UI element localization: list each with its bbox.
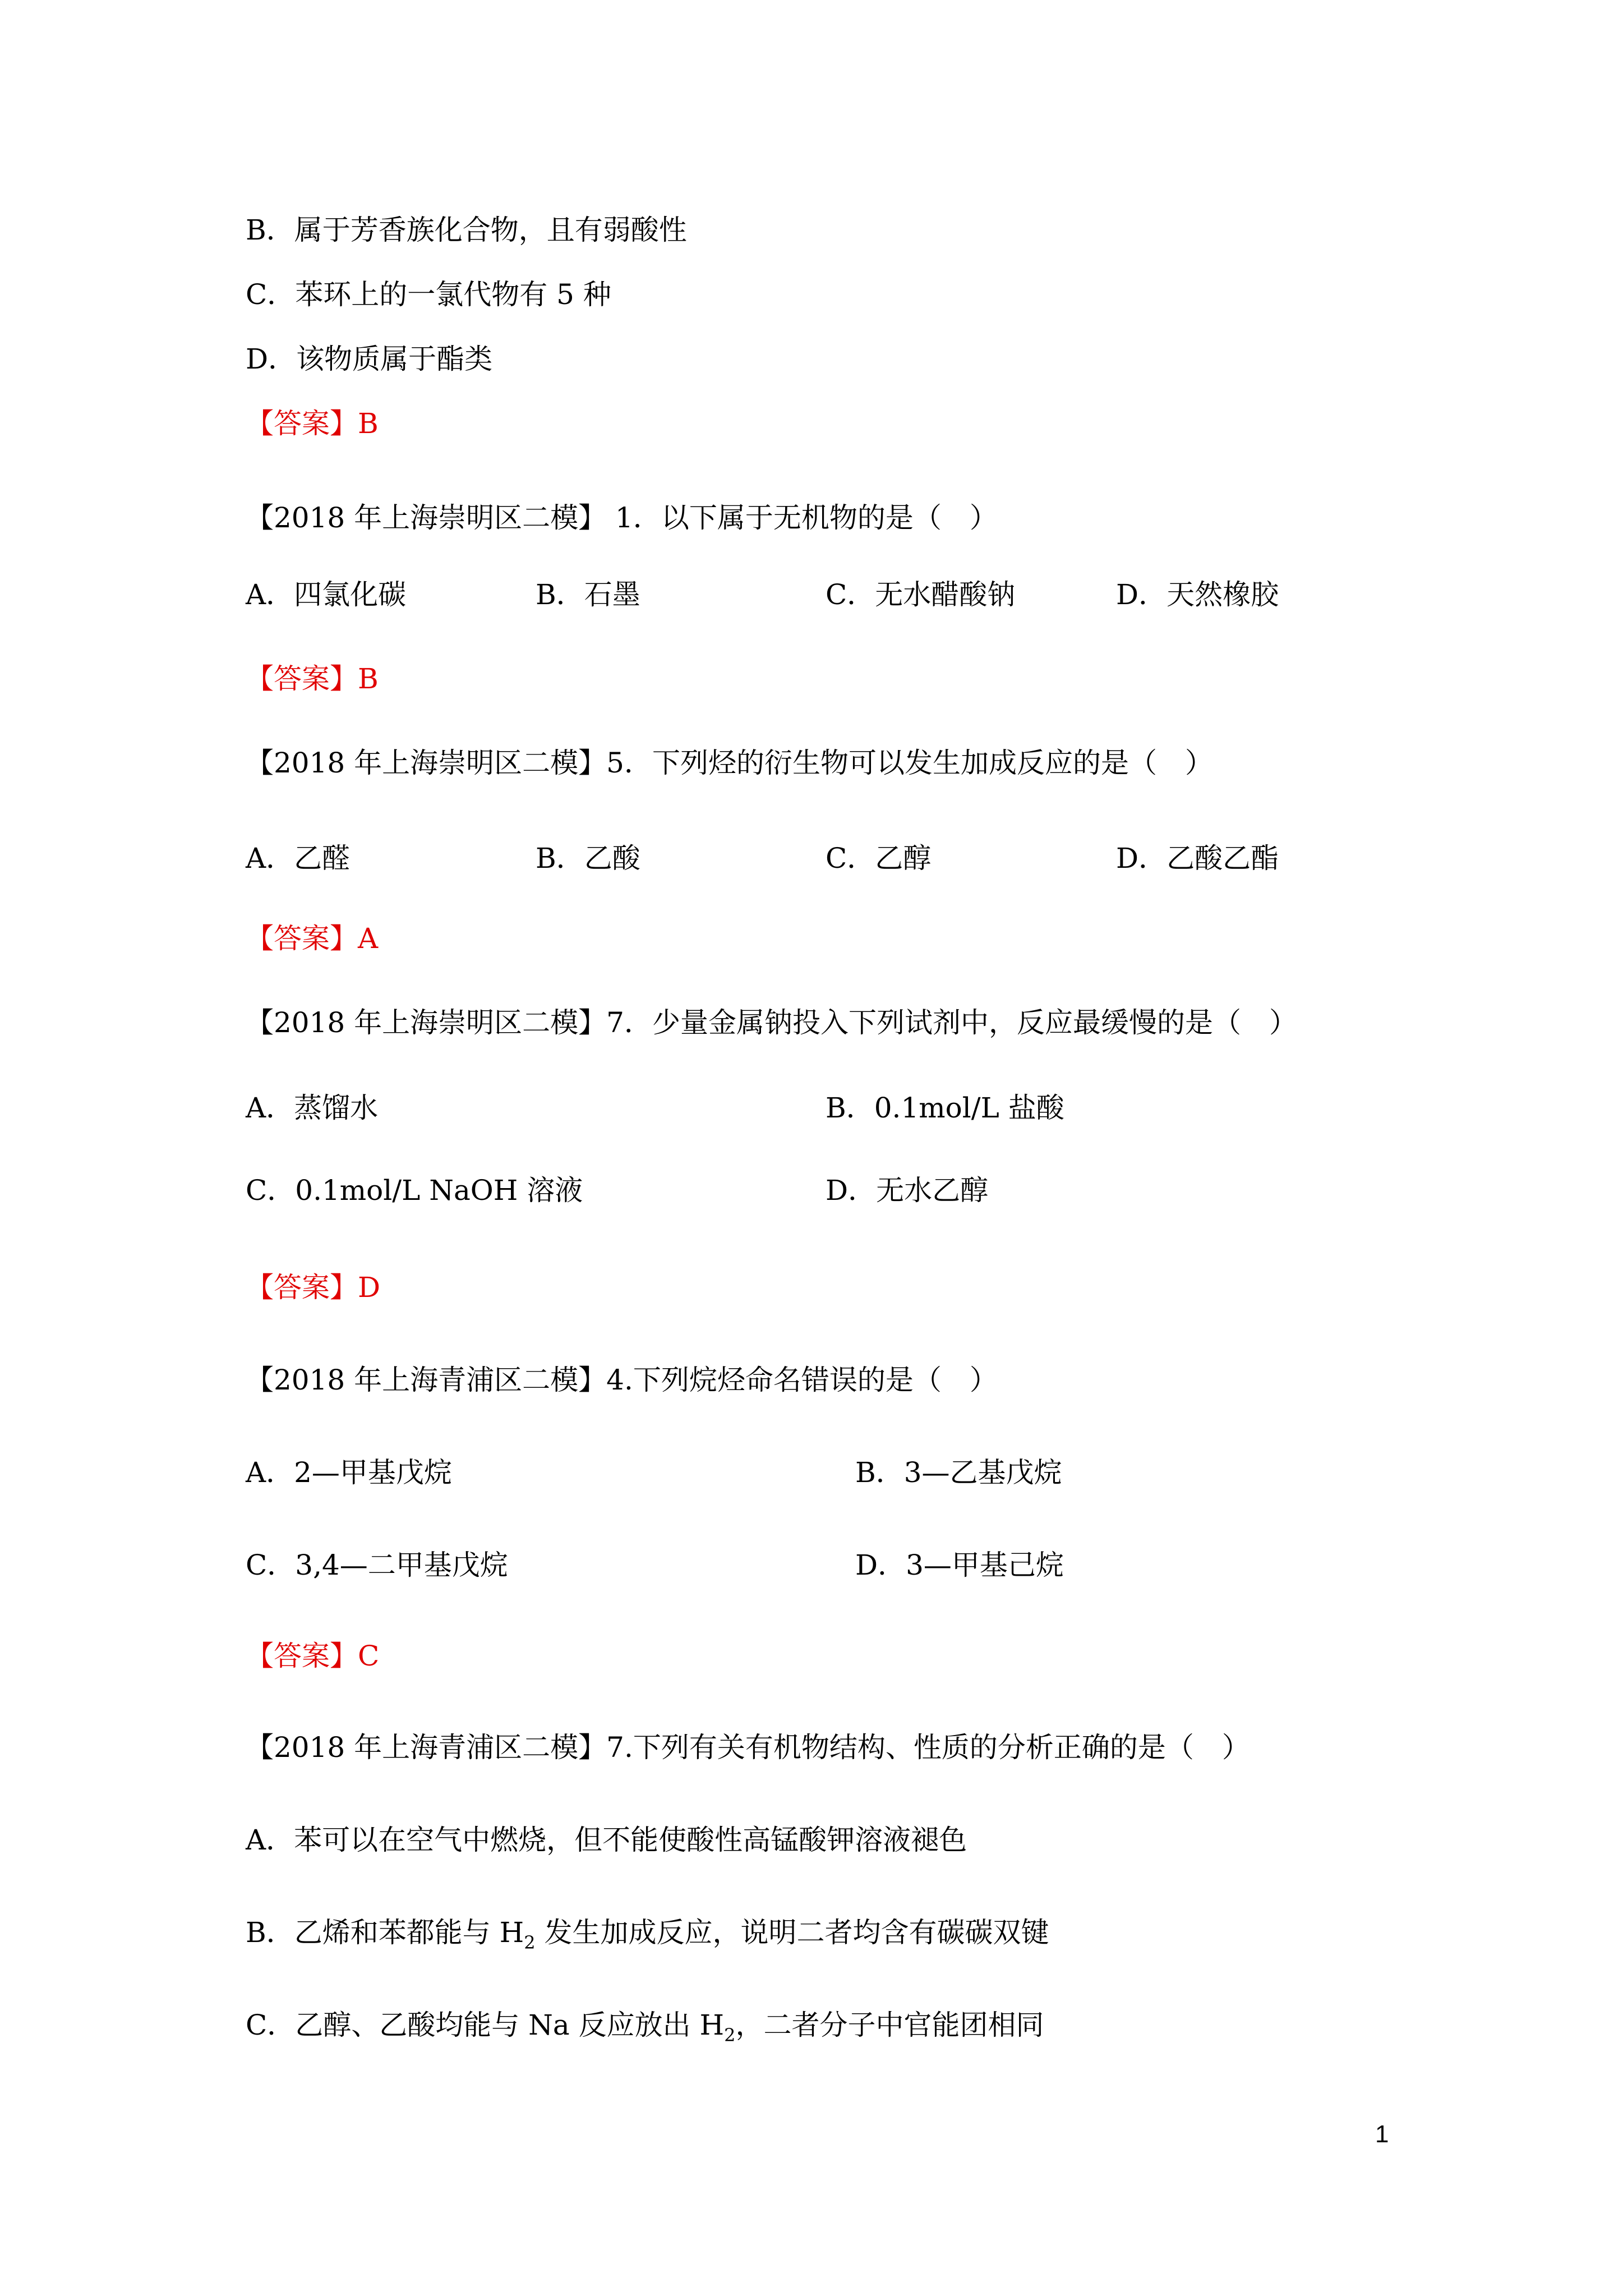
option-c [246, 2008, 1044, 2052]
answer-label: 【答案】B [246, 407, 379, 440]
answer-label: 【答案】D [246, 1271, 381, 1304]
subscript: 2 [524, 1932, 536, 1953]
option-c: C．0.1mol/L NaOH 溶液 [246, 1174, 583, 1207]
option-d-line: D．该物质属于酯类 [246, 343, 493, 375]
answer-label: 【答案】C [246, 1640, 380, 1672]
question-stem: 【2018 年上海崇明区二模】5．下列烃的衍生物可以发生加成反应的是（ ） [246, 747, 1213, 779]
option-c: C．无水醋酸钠 [826, 578, 1016, 611]
option-a: A．乙醛 [246, 842, 351, 875]
option-c: C．3,4—二甲基戊烷 [246, 1549, 508, 1581]
answer-label: 【答案】A [246, 922, 379, 955]
option-d: D．3—甲基己烷 [855, 1549, 1064, 1581]
question-stem: 【2018 年上海青浦区二模】4.下列烷烃命名错误的是（ ） [246, 1364, 998, 1396]
option-a: A．苯可以在空气中燃烧，但不能使酸性高锰酸钾溶液褪色 [246, 1824, 967, 1856]
option-d: D．无水乙醇 [826, 1174, 989, 1207]
option-a: A．四氯化碳 [246, 578, 407, 611]
option-b [246, 1916, 1049, 1959]
option-b: B．3—乙基戊烷 [855, 1456, 1062, 1489]
page-number: 1 [1375, 2120, 1389, 2148]
option-d: D．天然橡胶 [1116, 578, 1279, 611]
option-a: A．2—甲基戊烷 [246, 1456, 452, 1489]
option-c-text-end: ，二者分子中官能团相同 [735, 2009, 1044, 2041]
answer-label: 【答案】B [246, 662, 379, 695]
option-a: A．蒸馏水 [246, 1092, 379, 1124]
option-c-line: C．苯环上的一氯代物有 5 种 [246, 278, 611, 311]
option-b-text-end: 发生加成反应，说明二者均含有碳碳双键 [535, 1916, 1049, 1949]
question-stem: 【2018 年上海崇明区二模】 1．以下属于无机物的是（ ） [246, 501, 998, 534]
option-d: D．乙酸乙酯 [1116, 842, 1279, 875]
option-b-text: B．乙烯和苯都能与 H [246, 1916, 524, 1949]
question-stem: 【2018 年上海崇明区二模】7．少量金属钠投入下列试剂中，反应最缓慢的是（ ） [246, 1006, 1297, 1039]
option-c: C．乙醇 [826, 842, 932, 875]
option-b-line: B．属于芳香族化合物，且有弱酸性 [246, 214, 687, 246]
option-b: B．0.1mol/L 盐酸 [826, 1092, 1064, 1124]
question-stem: 【2018 年上海青浦区二模】7.下列有关有机物结构、性质的分析正确的是（ ） [246, 1731, 1250, 1764]
option-b: B．石墨 [536, 578, 640, 611]
option-c-text: C．乙醇、乙酸均能与 Na 反应放出 H [246, 2009, 725, 2041]
subscript: 2 [724, 2024, 736, 2046]
option-b: B．乙酸 [536, 842, 640, 875]
